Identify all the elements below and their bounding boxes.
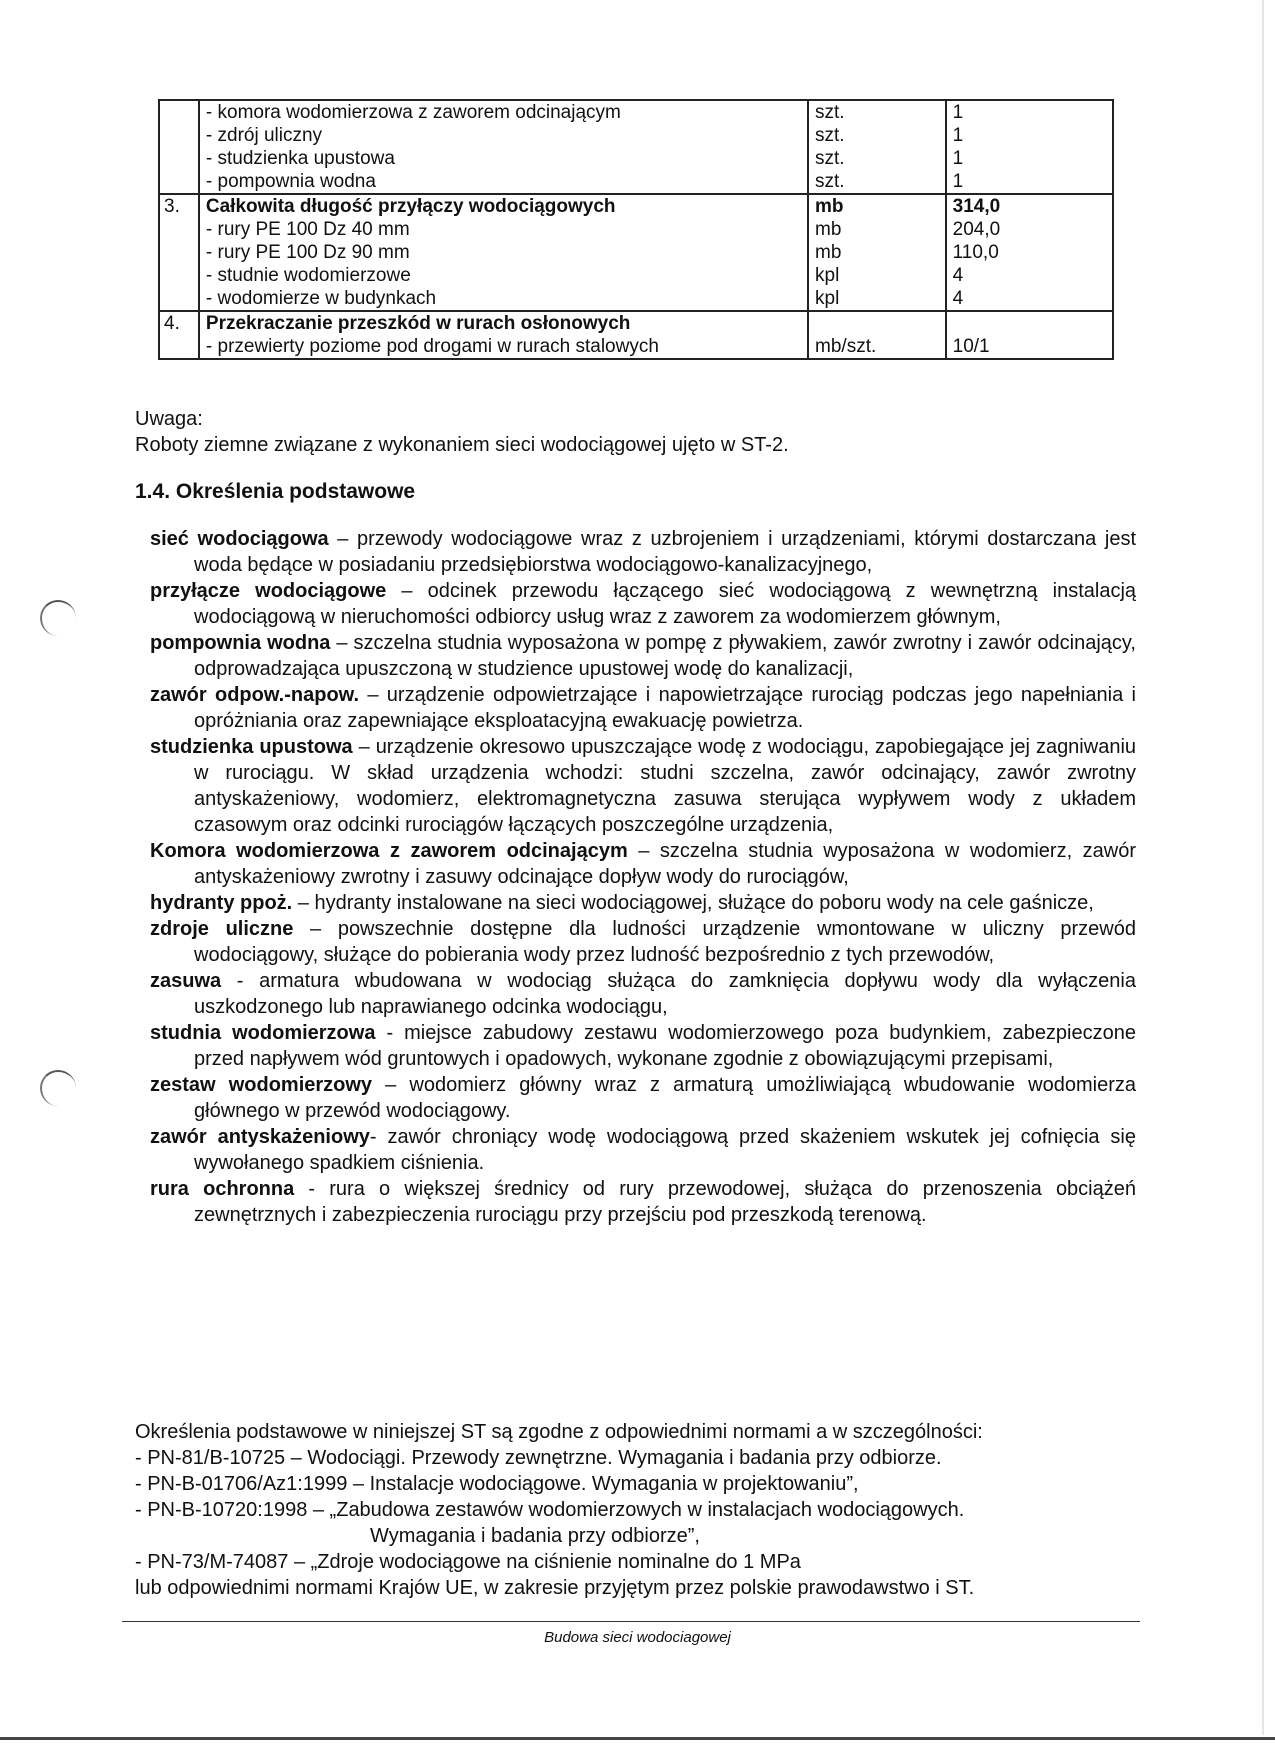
item-description-cell: [199, 194, 808, 311]
definition-item: [150, 916, 1136, 968]
definition-text: – szczelna studnia wyposażona w pompę z pływakiem, zawór zwrotny i zawór odcinający, odprowadzająca upuszczoną w studzience upustowej wodę do kanalizacji,: [194, 632, 1136, 680]
definition-item: [150, 734, 1136, 838]
definition-term: sieć wodociągowa: [150, 528, 329, 550]
item-unit: mb: [815, 219, 842, 240]
definition-text: - armatura wbudowana w wodociąg służąca do zamknięcia dopływu wody dla wyłączenia uszkodzonego lub naprawianego odcinka wodociągu,: [194, 970, 1136, 1018]
page-edge-shadow: [1262, 0, 1264, 1735]
item-unit: szt.: [815, 148, 845, 169]
punch-hole-mark: [40, 600, 76, 636]
note-text: Roboty ziemne związane z wykonaniem sieci wodociągowej ujęto w ST-2.: [135, 434, 789, 456]
definition-term: hydranty ppoż.: [150, 892, 293, 914]
item-quantity-cell: [946, 194, 1113, 311]
reference-item: - PN-B-01706/Az1:1999 – Instalacje wodociągowe. Wymagania w projektowaniu”,: [135, 1473, 859, 1495]
item-quantity: 1: [952, 148, 964, 169]
definition-item: [150, 1176, 1136, 1228]
definition-term: zestaw wodomierzowy: [150, 1074, 373, 1096]
definition-item: [150, 630, 1136, 682]
definition-term: studnia wodomierzowa: [150, 1022, 376, 1044]
item-quantity: 110,0: [952, 242, 999, 263]
item-description: - rury PE 100 Dz 90 mm: [205, 242, 410, 263]
definition-text: – wodomierz główny wraz z armaturą umożliwiającą wbudowanie wodomierza głównego w przewód wodociągowy.: [194, 1074, 1136, 1122]
item-quantity-cell: [946, 100, 1113, 194]
definition-text: – przewody wodociągowe wraz z uzbrojeniem i urządzeniami, którymi dostarczana jest woda będące w posiadaniu przedsiębiorstwa wodociągowo-kanalizacyjnego,: [194, 528, 1137, 576]
item-unit: kpl: [815, 288, 840, 309]
item-description: - komora wodomierzowa z zaworem odcinającym: [205, 102, 621, 123]
reference-item: - PN-B-10720:1998 – „Zabudowa zestawów wodomierzowych w instalacjach wodociągowych.: [135, 1499, 965, 1521]
item-unit: kpl: [815, 265, 840, 286]
definition-text: – odcinek przewodu łączącego sieć wodociągową z wewnętrzną instalacją wodociągową w nieruchomości odbiorcy usług wraz z zaworem za wodomierzem głównym,: [194, 580, 1137, 628]
item-quantity: 204,0: [952, 219, 1001, 240]
item-description-cell: [199, 311, 808, 359]
definition-item: [150, 682, 1136, 734]
item-quantity: 4: [952, 288, 964, 309]
item-quantity: 314,0: [952, 196, 1001, 217]
item-description: - rury PE 100 Dz 40 mm: [205, 219, 410, 240]
item-description: - przewierty poziome pod drogami w rurach stalowych: [205, 336, 659, 357]
item-unit-cell: [808, 100, 946, 194]
item-description: - zdrój uliczny: [205, 125, 323, 146]
references-intro: Określenia podstawowe w niniejszej ST są zgodne z odpowiednimi normami a w szczególności:: [135, 1421, 983, 1443]
item-quantity: 1: [952, 125, 964, 146]
definition-term: pompownia wodna: [150, 632, 331, 654]
item-unit: szt.: [815, 171, 845, 192]
reference-item: - PN-81/B-10725 – Wodociągi. Przewody zewnętrzne. Wymagania i badania przy odbiorze.: [135, 1447, 942, 1469]
item-quantity: 1: [952, 171, 964, 192]
references-block: [135, 1419, 1135, 1601]
definition-item: [150, 838, 1136, 890]
item-unit: szt.: [815, 102, 845, 123]
note-label: Uwaga:: [135, 408, 203, 430]
row-number: [159, 100, 199, 194]
footer-rule: [122, 1621, 1140, 1622]
item-description: Całkowita długość przyłączy wodociągowych: [205, 196, 616, 217]
table-row: [159, 311, 1113, 359]
item-description: - studnie wodomierzowe: [205, 265, 411, 286]
definition-text: - rura o większej średnicy od rury przewodowej, służąca do przenoszenia obciążeń zewnętrznych i zabezpieczenia rurociągu przy przejściu pod przeszkodą terenową.: [194, 1178, 1136, 1226]
item-description: - pompownia wodna: [205, 171, 376, 192]
definition-term: Komora wodomierzowa z zaworem odcinającym: [150, 840, 628, 862]
reference-item-continuation: Wymagania i badania przy odbiorze”,: [370, 1525, 700, 1547]
definition-text: – powszechnie dostępne dla ludności urządzenie wmontowane w uliczny przewód wodociągowy, służące do pobierania wody przez ludność bezpośrednio z tych przewodów,: [194, 918, 1136, 966]
definition-text: – urządzenie odpowietrzające i napowietrzające rurociąg podczas jego napełniania i opróżniania oraz zapewniające eksploatacyjną ewakuację powietrza.: [194, 684, 1137, 732]
table-row: [159, 100, 1113, 194]
definition-term: zawór odpow.-napow.: [150, 684, 360, 706]
definition-text: – szczelna studnia wyposażona w wodomierz, zawór antyskażeniowy zwrotny i zasuwy odcinające dopływ wody do rurociągów,: [194, 840, 1137, 888]
item-unit: mb/szt.: [815, 336, 877, 357]
item-quantity-cell: [946, 311, 1113, 359]
definition-text: - zawór chroniący wodę wodociągową przed skażeniem wskutek jej cofnięcia się wywołanego spadkiem ciśnienia.: [194, 1126, 1137, 1174]
definition-item: [150, 578, 1136, 630]
definition-item: [150, 890, 1136, 916]
item-description: - wodomierze w budynkach: [205, 288, 437, 309]
item-unit: mb: [815, 242, 842, 263]
item-description: Przekraczanie przeszkód w rurach osłonowych: [205, 313, 631, 334]
definition-term: studzienka upustowa: [150, 736, 353, 758]
definition-item: [150, 1124, 1136, 1176]
definition-term: zasuwa: [150, 970, 222, 992]
reference-item: - PN-73/M-74087 – „Zdroje wodociągowe na ciśnienie nominalne do 1 MPa: [135, 1551, 801, 1573]
definition-item: [150, 526, 1136, 578]
item-unit: szt.: [815, 125, 845, 146]
definition-item: [150, 1020, 1136, 1072]
definition-text: - miejsce zabudowy zestawu wodomierzowego poza budynkiem, zabezpieczone przed napływem wód gruntowych i opadowych, wykonane zgodnie z obowiązującymi przepisami,: [194, 1022, 1136, 1070]
item-description: - studzienka upustowa: [205, 148, 395, 169]
table-row: [159, 194, 1113, 311]
quantity-table: [158, 99, 1114, 360]
punch-hole-mark: [40, 1070, 76, 1106]
definition-term: zdroje uliczne: [150, 918, 294, 940]
item-unit-cell: [808, 311, 946, 359]
definitions-list: [150, 526, 1136, 1228]
item-description-cell: [199, 100, 808, 194]
row-number: 3.: [159, 194, 199, 311]
page-footer: Budowa sieci wodociagowej: [544, 1629, 731, 1646]
item-quantity: [953, 312, 1112, 335]
definition-item: [150, 968, 1136, 1020]
item-unit: [815, 312, 945, 335]
section-title: 1.4. Określenia podstawowe: [135, 480, 416, 503]
item-quantity: 4: [952, 265, 964, 286]
definition-text: – hydranty instalowane na sieci wodociągowej, służące do poboru wody na cele gaśnicze,: [292, 892, 1094, 914]
item-unit: mb: [815, 196, 844, 217]
page-bottom-edge: [0, 1737, 1275, 1740]
definition-item: [150, 1072, 1136, 1124]
references-outro: lub odpowiednimi normami Krajów UE, w zakresie przyjętym przez polskie prawodawstwo i ST.: [135, 1577, 975, 1599]
item-unit-cell: [808, 194, 946, 311]
item-quantity: 1: [952, 102, 964, 123]
definition-term: zawór antyskażeniowy: [150, 1126, 370, 1148]
definition-term: rura ochronna: [150, 1178, 295, 1200]
row-number: 4.: [159, 311, 199, 359]
definition-text: – urządzenie okresowo upuszczające wodę z wodociągu, zapobiegające jej zagniwaniu w rurociągu. W skład urządzenia wchodzi: studni szczelna, zawór odcinający, zawór zwrotny antyskażeniowy, wodomierz, elektromagnetyczna zasuwa sterująca wypływem wody z układem czasowym oraz odcinki rurociągów łączących poszczególne urządzenia,: [194, 736, 1137, 836]
item-quantity: 10/1: [952, 336, 990, 357]
definition-term: przyłącze wodociągowe: [150, 580, 387, 602]
